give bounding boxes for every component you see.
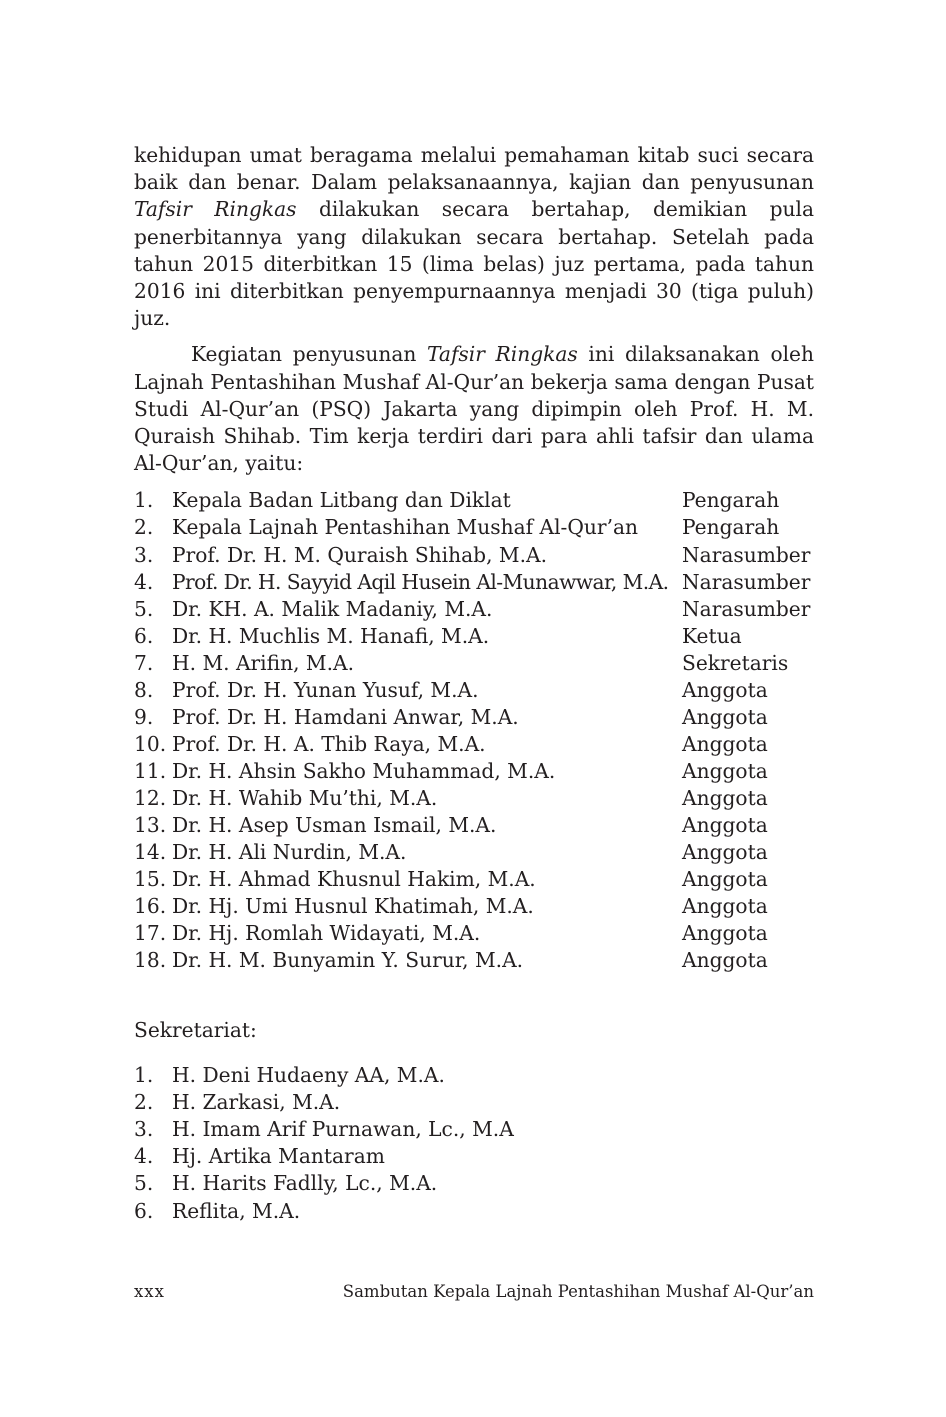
member-row — [134, 704, 814, 731]
member-role: Anggota — [682, 785, 768, 810]
sekretariat-row — [134, 1116, 814, 1143]
sekretariat-number: 1. — [134, 1063, 154, 1088]
running-title: Sambutan Kepala Lajnah Pentashihan Mushaf Al-Qur’an — [342, 1282, 814, 1301]
member-role: Anggota — [682, 677, 768, 702]
member-row — [134, 514, 814, 541]
member-row — [134, 920, 814, 947]
paragraph-1-italic-title: Tafsir Ringkas — [134, 197, 297, 222]
sekretariat-name: Hj. Artika Mantaram — [172, 1144, 385, 1169]
member-number: 11. — [134, 758, 167, 783]
member-name: Dr. H. Asep Usman Ismail, M.A. — [172, 813, 497, 837]
sekretariat-row — [134, 1143, 814, 1170]
member-role: Sekretaris — [682, 650, 789, 675]
member-name: Kepala Badan Litbang dan Diklat — [172, 488, 511, 513]
sekretariat-name: H. Harits Fadlly, Lc., M.A. — [172, 1171, 438, 1196]
page-footer — [134, 1280, 814, 1304]
member-role: Anggota — [682, 731, 768, 756]
member-row — [134, 839, 814, 866]
member-role: Narasumber — [682, 569, 811, 594]
member-number: 16. — [134, 894, 167, 919]
member-row — [134, 650, 814, 677]
sekretariat-name: H. Imam Arif Purnawan, Lc., M.A — [172, 1117, 514, 1142]
member-role: Narasumber — [682, 542, 811, 567]
member-number: 13. — [134, 813, 167, 837]
member-row — [134, 758, 814, 785]
member-name: Prof. Dr. H. Hamdani Anwar, M.A. — [172, 704, 519, 729]
sekretariat-row — [134, 1089, 814, 1116]
sekretariat-heading: Sekretariat: — [134, 1018, 257, 1043]
member-role: Anggota — [682, 894, 768, 919]
member-number: 7. — [134, 650, 154, 675]
member-name: Dr. Hj. Umi Husnul Khatimah, M.A. — [172, 894, 534, 919]
member-name: Prof. Dr. H. A. Thib Raya, M.A. — [172, 731, 486, 756]
sekretariat-row — [134, 1170, 814, 1197]
sekretariat-number: 2. — [134, 1090, 154, 1115]
member-role: Anggota — [682, 704, 768, 729]
paragraph-2 — [134, 341, 814, 477]
member-name: Dr. H. Muchlis M. Hanafi, M.A. — [172, 623, 490, 648]
member-role: Anggota — [682, 813, 768, 837]
paragraph-2-text-a: Kegiatan penyusunan — [191, 342, 428, 367]
member-number: 8. — [134, 677, 154, 702]
sekretariat-row — [134, 1198, 814, 1225]
member-number: 10. — [134, 731, 167, 756]
member-number: 5. — [134, 596, 154, 621]
member-name: H. M. Arifin, M.A. — [172, 650, 355, 675]
member-number: 18. — [134, 948, 167, 973]
member-number: 6. — [134, 623, 154, 648]
paragraph-2-text-b: ini dilaksanakan oleh Lajnah Pentashihan Mushaf Al-Qur’an bekerja sama dengan Pusat Studi Al-Qur’an (PSQ) Jakarta yang dipimpin oleh Prof. H. M. Quraish Shihab. Tim kerja terdiri dari para ahli tafsir dan ulama Al-Qur’an, yaitu: — [134, 342, 814, 476]
member-row — [134, 487, 814, 514]
member-number: 3. — [134, 542, 154, 567]
member-number: 17. — [134, 921, 167, 946]
member-name: Dr. H. Ali Nurdin, M.A. — [172, 840, 407, 865]
member-role: Anggota — [682, 758, 768, 783]
member-row — [134, 947, 814, 974]
member-name: Dr. KH. A. Malik Madaniy, M.A. — [172, 596, 493, 621]
paragraph-1-text-a: kehidupan umat beragama melalui pemahaman kitab suci secara baik dan benar. Dalam pelaksanaannya, kajian dan penyusunan — [134, 143, 814, 195]
member-number: 14. — [134, 840, 167, 865]
sekretariat-number: 4. — [134, 1144, 154, 1169]
team-member-list — [134, 487, 814, 974]
sekretariat-number: 6. — [134, 1198, 154, 1223]
member-name: Kepala Lajnah Pentashihan Mushaf Al-Qur’an — [172, 515, 639, 540]
member-number: 1. — [134, 488, 154, 513]
member-name: Dr. H. Wahib Mu’thi, M.A. — [172, 785, 438, 810]
member-number: 15. — [134, 867, 167, 892]
member-row — [134, 812, 814, 839]
member-name: Dr. Hj. Romlah Widayati, M.A. — [172, 921, 481, 946]
member-name: Dr. H. M. Bunyamin Y. Surur, M.A. — [172, 948, 524, 973]
paragraph-1 — [134, 142, 814, 332]
sekretariat-name: H. Zarkasi, M.A. — [172, 1090, 341, 1115]
member-role: Pengarah — [682, 515, 780, 540]
member-name: Prof. Dr. H. Yunan Yusuf, M.A. — [172, 677, 479, 702]
sekretariat-name: H. Deni Hudaeny AA, M.A. — [172, 1063, 445, 1088]
member-number: 12. — [134, 785, 167, 810]
member-row — [134, 623, 814, 650]
member-name: Dr. H. Ahmad Khusnul Hakim, M.A. — [172, 867, 536, 892]
page-number: xxx — [134, 1282, 165, 1301]
member-row — [134, 542, 814, 569]
member-name: Prof. Dr. H. M. Quraish Shihab, M.A. — [172, 542, 548, 567]
member-name: Prof. Dr. H. Sayyid Aqil Husein Al-Munawwar, M.A. — [172, 569, 669, 594]
member-role: Anggota — [682, 921, 768, 946]
sekretariat-list — [134, 1062, 814, 1224]
member-role: Anggota — [682, 840, 768, 865]
member-name: Dr. H. Ahsin Sakho Muhammad, M.A. — [172, 758, 556, 783]
paragraph-1-text-b: dilakukan secara bertahap, demikian pula penerbitannya yang dilakukan secara bertahap. Setelah pada tahun 2015 diterbitkan 15 (lima belas) juz pertama, pada tahun 2016 ini diterbitkan penyempurnaannya menjadi 30 (tiga puluh) juz. — [134, 197, 815, 331]
paragraph-2-italic-title: Tafsir Ringkas — [427, 342, 578, 367]
member-row — [134, 569, 814, 596]
member-row — [134, 893, 814, 920]
member-row — [134, 785, 814, 812]
member-role: Narasumber — [682, 596, 811, 621]
sekretariat-number: 3. — [134, 1117, 154, 1142]
member-role: Anggota — [682, 948, 768, 973]
member-role: Ketua — [682, 623, 742, 648]
page-content — [134, 142, 814, 1225]
member-row — [134, 596, 814, 623]
member-row — [134, 866, 814, 893]
member-row — [134, 731, 814, 758]
member-role: Anggota — [682, 867, 768, 892]
sekretariat-name: Reflita, M.A. — [172, 1198, 301, 1223]
member-number: 4. — [134, 569, 154, 594]
member-number: 9. — [134, 704, 154, 729]
member-role: Pengarah — [682, 488, 780, 513]
member-row — [134, 677, 814, 704]
member-number: 2. — [134, 515, 154, 540]
sekretariat-row — [134, 1062, 814, 1089]
sekretariat-number: 5. — [134, 1171, 154, 1196]
